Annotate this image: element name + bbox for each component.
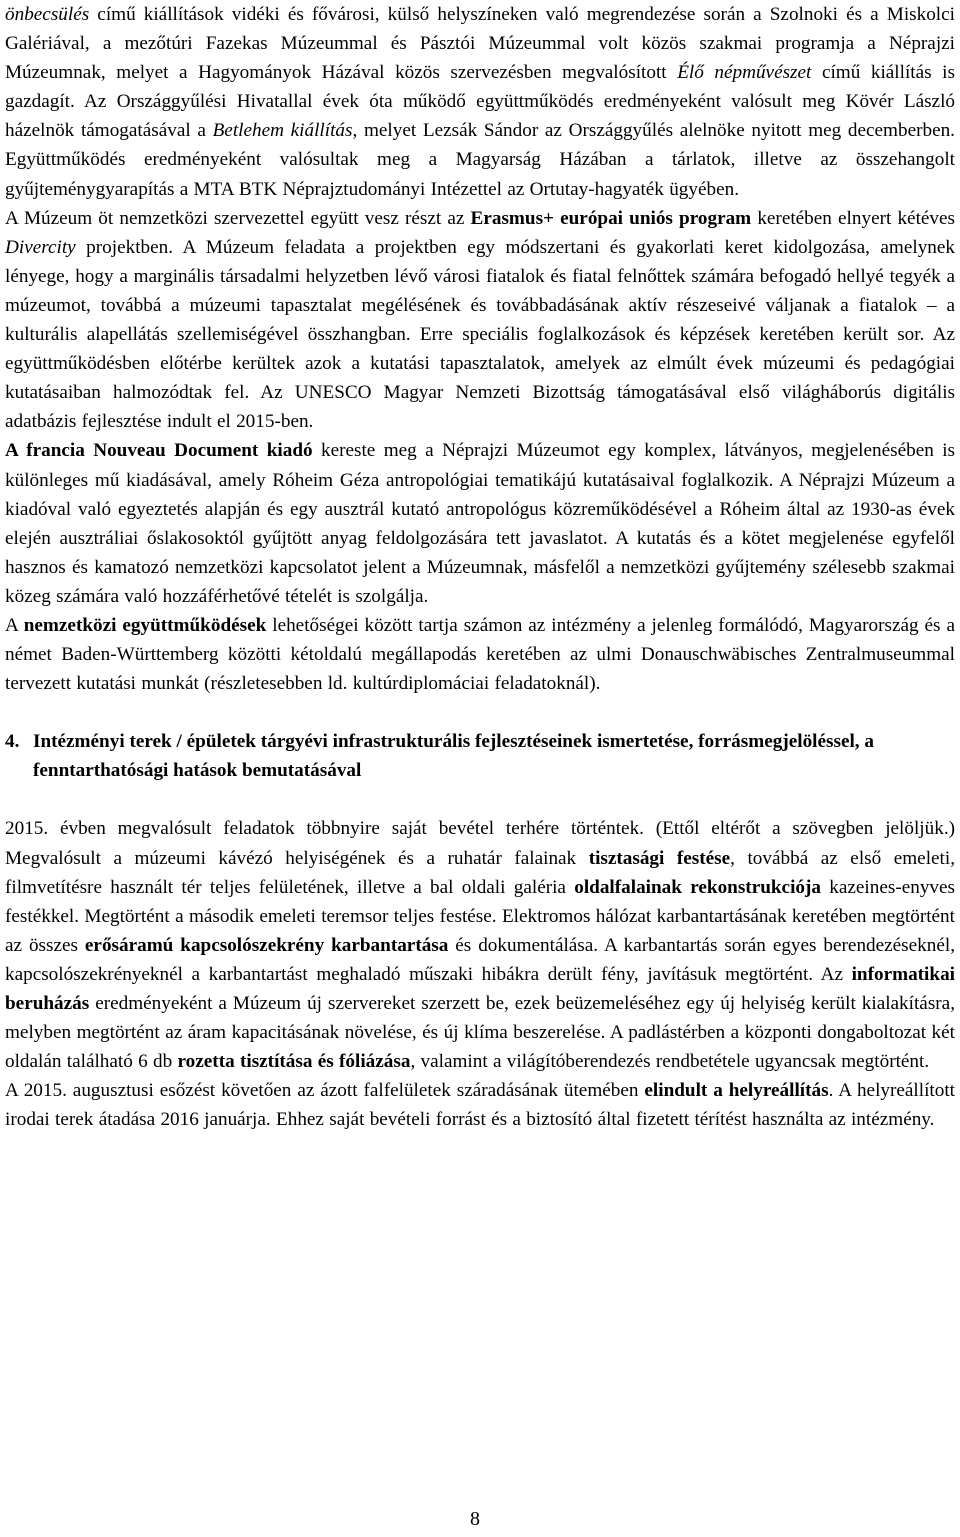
text-run: A [5, 614, 24, 636]
text-run: kazeines-enyves festékkel. Megtörtént a második emeleti teremsor teljes festése. Elektromos hálózat karbantartásának keretében megtörtént az összes [5, 876, 955, 956]
bold-text: Erasmus+ európai uniós program [470, 207, 752, 229]
body-text-section [5, 0, 955, 698]
bold-text: tisztasági festése [588, 847, 731, 869]
text-run: című kiállítások vidéki és fővárosi, külső helyszíneken való megrendezése során a Szolnoki és a Miskolci Galériával, a mezőtúri Fazekas Múzeummal és Pásztói Múzeummal volt közös szakmai programja a Néprajzi Múzeumnak, melyet a Hagyományok Házával közös szervezésben megvalósított [5, 4, 955, 84]
page-number: 8 [470, 1508, 480, 1530]
section-title: Intézményi terek / épületek tárgyévi infrastrukturális fejlesztéseinek ismertetése, forrásmegjelöléssel, a fenntarthatósági hatások bemutatásával [33, 731, 874, 782]
text-run: A Múzeum öt nemzetközi szervezettel együtt vesz részt az [5, 207, 471, 229]
bold-text: elindult a helyreállítás [644, 1080, 829, 1102]
bold-text: nemzetközi együttműködések [23, 614, 267, 636]
body-text-section [5, 814, 955, 1134]
italic-text: Divercity [5, 236, 76, 258]
text-run: 2015. évben megvalósult feladatok többnyire saját bevétel terhére történtek. (Ettől eltérőt a szövegben jelöljük.) Megvalósult a múzeumi kávézó helyiségének és a ruhatár falainak [5, 818, 955, 869]
bold-text: A francia Nouveau Document kiadó [5, 440, 313, 462]
text-run: A 2015. augusztusi esőzést követően az ázott falfelületek száradásának ütemében [5, 1080, 645, 1102]
paragraph [5, 1076, 955, 1134]
text-run: , melyet Lezsák Sándor az Országgyűlés alelnöke nyitott meg decemberben. Együttműködés eredményeként valósultak meg a Magyarság Házában a tárlatok, illetve az összehangolt gyűjteménygyarapítás a MTA BTK Néprajztudományi Intézettel az Ortutay-hagyaték ügyében. [5, 120, 955, 200]
paragraph [5, 0, 955, 204]
text-run: kereste meg a Néprajzi Múzeumot egy komplex, látványos, megjelenésében is különleges mű kiadásával, amely Róheim Géza antropológiai tematikájú kutatásaival foglalkozik. A Néprajzi Múzeum a kiadóval való egyeztetés alapján és egy ausztrál kutató antropológus közreműködésével a Róheim által az 1930-as évek elején ausztráliai őslakosoktól gyűjtött anyag feldolgozására tett javaslatot. A kutatás és a kötet megjelenése egyfelől hasznos és kamatozó nemzetközi kapcsolatot jelent a Múzeumnak, másfelől a nemzetközi gyűjtemény szélesebb szakmai közeg számára való hozzáférhetővé tételét is szolgálja. [5, 440, 956, 607]
paragraph [5, 204, 955, 437]
text-run: . A helyreállított irodai terek átadása 2016 januárja. Ehhez saját bevételi forrást és a biztosító által fizetett térítést használta az intézmény. [5, 1080, 955, 1131]
paragraph [5, 436, 955, 611]
bold-text: rozetta tisztítása és fóliázása [177, 1051, 411, 1073]
italic-text: Élő népművészet [677, 62, 812, 84]
paragraph [5, 611, 955, 698]
section-number: 4. [5, 731, 20, 753]
paragraph [5, 814, 955, 1076]
section-heading [5, 727, 955, 785]
text-run: című kiállítás is gazdagít. Az Országgyűlési Hivatallal évek óta működő együttműködés eredményeként valósult meg Kövér László házelnök támogatásával a [5, 62, 955, 142]
bold-text: oldalfalainak rekonstrukciója [574, 876, 821, 898]
text-run: keretében elnyert kétéves [751, 207, 955, 229]
section-spacer [5, 698, 955, 727]
text-run: és dokumentálása. A karbantartás során egyes berendezéseknél, kapcsolószekrényeknél a karbantartást meghaladó műszaki hibákra derült fény, javításuk megtörtént. Az [5, 934, 955, 985]
section-spacer [5, 785, 955, 814]
document-page [5, 0, 955, 1134]
bold-text: informatikai beruházás [5, 963, 955, 1014]
text-run: , valamint a világítóberendezés rendbetétele ugyancsak megtörtént. [410, 1051, 930, 1073]
text-run: eredményeként a Múzeum új szervereket szerzett be, ezek beüzemeléséhez egy új helyiség került kialakításra, melyben megtörtént az áram kapacitásának növelése, és új klíma beszerelése. A padlástérben a központi dongaboltozat két oldalán található 6 db [5, 993, 955, 1073]
italic-text: önbecsülés [5, 4, 90, 25]
text-run: , továbbá az első emeleti, filmvetítésre használt tér teljes felületének, illetve a bal oldali galéria [5, 847, 955, 898]
text-run: lehetőségei között tartja számon az intézmény a jelenleg formálódó, Magyarország és a német Baden-Württemberg közötti kétoldalú megállapodás keretében az ulmi Donauschwäbisches Zentralmuseummal tervezett kutatási munkát (részletesebben ld. kultúrdiplomáciai feladatoknál). [5, 614, 955, 695]
text-run: projektben. A Múzeum feladata a projektben egy módszertani és gyakorlati keret kidolgozása, amelynek lényege, hogy a marginális társadalmi helyzetben lévő városi fiatalok és fiatal felnőttek számára befogadó hellyé tegyék a múzeumot, továbbá a múzeumi tapasztalat megélésének és továbbadásának aktív részeseivé váljanak a fiatalok – a kulturális alapellátás szellemiségével összhangban. Erre speciális foglalkozások és képzések keretében került sor. Az együttműködésben előtérbe kerültek azok a kutatási tapasztalatok, amelyek az elmúlt évek múzeumi és pedagógiai kutatásaiban halmozódtak fel. Az UNESCO Magyar Nemzeti Bizottság támogatásával első világháborús digitális adatbázis fejlesztése indult el 2015-ben. [5, 236, 955, 433]
italic-text: Betlehem kiállítás [212, 120, 353, 142]
bold-text: erősáramú kapcsolószekrény karbantartása [84, 934, 449, 956]
